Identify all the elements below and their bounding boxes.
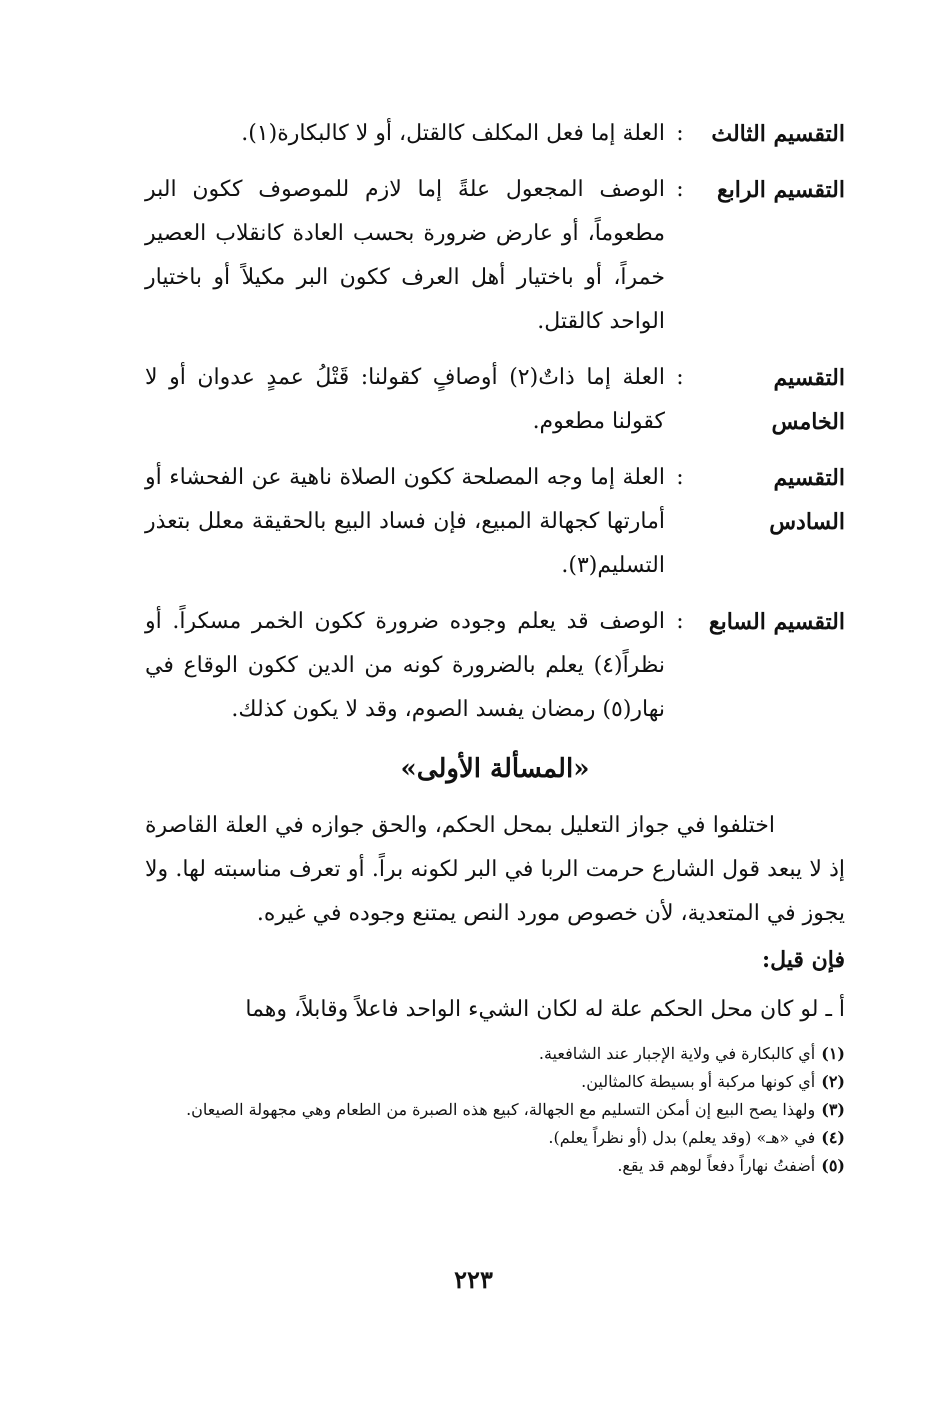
division-text: العلة إما ذاتٌ(٢) أوصافٍ كقولنا: قَتْلُ عمدٍ عدوان أو لا كقولنا مطعوم.	[145, 365, 665, 434]
footnote	[145, 1068, 845, 1096]
division-colon: :	[676, 177, 684, 202]
division-text: الوصف قد يعلم وجوده ضرورة ككون الخمر مسكراً. أو نظراً(٤) يعلم بالضرورة كونه من الدين ككون الوقاع في نهار(٥) رمضان يفسد الصوم، وقد لا يكون كذلك.	[145, 609, 665, 722]
footnote-number: (٤)	[821, 1128, 845, 1147]
division-row	[145, 168, 845, 344]
footnote	[145, 1096, 845, 1124]
section-title: «المسألة الأولى»	[400, 754, 590, 784]
division-row	[145, 600, 845, 732]
page-body	[145, 112, 845, 1180]
division-colon: :	[676, 609, 684, 634]
division-row	[145, 112, 845, 156]
division-colon: :	[676, 365, 684, 390]
footnote-text: أي كالبكارة في ولاية الإجبار عند الشافعية.	[538, 1044, 816, 1063]
footnote-text: ولهذا يصح البيع إن أمكن التسليم مع الجهالة، كبيع هذه الصبرة من الطعام وهي مجهولة الصيعان.	[186, 1100, 816, 1119]
footnote-text: في «هـ» (وقد يعلم) بدل (أو نظراً يعلم).	[548, 1128, 816, 1147]
footnote-text: أضفتُ نهاراً دفعاً لوهم قد يقع.	[617, 1156, 816, 1175]
footnote-number: (٣)	[821, 1100, 845, 1119]
division-label: التقسيم السابع	[708, 609, 845, 635]
division-label: التقسيم الثالث	[711, 121, 845, 147]
footnote-number: (١)	[821, 1044, 845, 1063]
division-colon: :	[676, 121, 684, 146]
footnote	[145, 1124, 845, 1152]
objection-point-a: أ ـ لو كان محل الحكم علة له لكان الشيء الواحد فاعلاً وقابلاً، وهما	[245, 997, 845, 1022]
objection-heading: فإن قيل:	[762, 947, 845, 973]
division-text: العلة إما فعل المكلف كالقتل، أو لا كالبكارة(١).	[241, 121, 665, 146]
footnote-number: (٢)	[821, 1072, 845, 1091]
division-row	[145, 356, 845, 444]
footnotes	[145, 1040, 845, 1180]
division-label: التقسيم الخامس	[771, 365, 845, 435]
footnote-text: أي كونها مركبة أو بسيطة كالمثالين.	[581, 1072, 816, 1091]
division-row	[145, 456, 845, 588]
division-label: التقسيم السادس	[769, 465, 845, 535]
division-colon: :	[676, 465, 684, 490]
footnote	[145, 1040, 845, 1068]
footnote	[145, 1152, 845, 1180]
page-number: ٢٢٣	[454, 1265, 493, 1294]
division-text: الوصف المجعول علةً إما لازم للموصوف ككون البر مطعوماً، أو عارض ضرورة بحسب العادة كانقلاب العصير خمراً، أو باختيار أهل العرف ككون البر مكيلاً أو باختيار الواحد كالقتل.	[145, 177, 665, 334]
division-label: التقسيم الرابع	[716, 177, 845, 203]
division-text: العلة إما وجه المصلحة ككون الصلاة ناهية عن الفحشاء أو أمارتها كجهالة المبيع، فإن فساد البيع بالحقيقة معلل بتعذر التسليم(٣).	[145, 465, 665, 578]
body-paragraph: اختلفوا في جواز التعليل بمحل الحكم، والحق جوازه في العلة القاصرة إذ لا يبعد قول الشارع حرمت الربا في البر لكونه براً. أو تعرف مناسبته لها. ولا يجوز في المتعدية، لأن خصوص مورد النص يمتنع وجوده في غيره.	[145, 813, 845, 926]
footnote-number: (٥)	[821, 1156, 845, 1175]
